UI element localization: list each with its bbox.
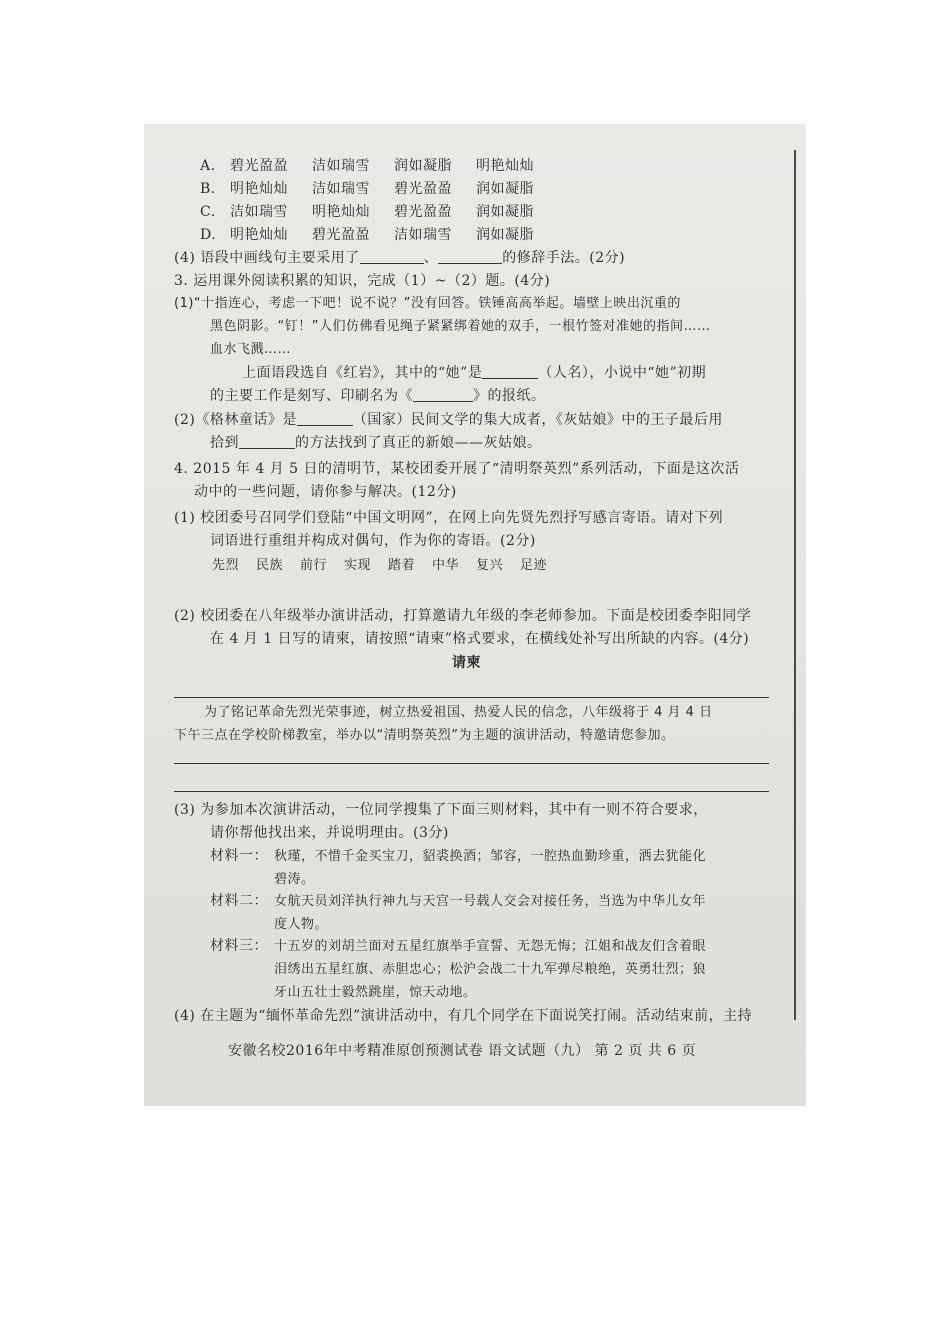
option-item: 碧光盈盈: [230, 158, 288, 174]
page-edge-line: [794, 150, 796, 1020]
invitation-line: 下午三点在学校阶梯教室，举办以“清明祭英烈”为主题的演讲活动，特邀请您参加。: [174, 728, 675, 743]
question-text: （国家）民间文学的集大成者，《灰姑娘》中的王子最后用: [352, 412, 723, 428]
material-label: 材料三：: [210, 938, 268, 954]
option-item: 润如凝脂: [476, 227, 534, 243]
question-2-4: [174, 248, 625, 268]
answer-line[interactable]: [174, 697, 769, 698]
word: 实现: [344, 558, 372, 573]
answer-line[interactable]: [174, 791, 769, 792]
option-row-b: [200, 179, 534, 199]
option-letter: A.: [200, 158, 216, 174]
question-text: 》的报纸。: [473, 388, 546, 404]
word: 民族: [256, 558, 284, 573]
word-list: [212, 556, 564, 576]
word: 中华: [432, 558, 460, 573]
material-text: 碧涛。: [274, 872, 315, 887]
question-4-2: (2) 校团委在八年级举办演讲活动，打算邀请九年级的李老师参加。下面是校团委李阳同学: [174, 608, 752, 624]
question-3-heading: 3. 运用课外阅读积累的知识，完成（1）~（2）题。(4分): [174, 273, 551, 289]
word: 前行: [300, 558, 328, 573]
option-item: 明艳灿灿: [230, 181, 288, 197]
passage-line: 黑色阴影。“钉！”人们仿佛看见绳子紧紧绑着她的双手，一根竹签对准她的指间……: [210, 319, 711, 334]
answer-blank[interactable]: [413, 387, 473, 402]
question-text: 的修辞手法。(2分): [502, 250, 626, 266]
material-text: 十五岁的刘胡兰面对五星红旗举手宣誓、无怨无悔；江姐和战友们含着眼: [274, 939, 707, 954]
option-item: 明艳灿灿: [312, 204, 370, 220]
passage-line: (1)“十指连心，考虑一下吧！说不说？”没有回答。铁锤高高举起。墙壁上映出沉重的: [174, 296, 681, 311]
option-letter: C.: [200, 204, 216, 220]
option-item: 润如凝脂: [394, 158, 452, 174]
option-item: 明艳灿灿: [230, 227, 288, 243]
answer-blank[interactable]: [239, 434, 295, 449]
page-footer: 安徽名校2016年中考精准原创预测试卷 语文试题（九） 第 2 页 共 6 页: [228, 1043, 697, 1059]
option-item: 明艳灿灿: [476, 158, 534, 174]
option-row-c: [200, 202, 534, 222]
option-letter: B.: [200, 181, 216, 197]
question-text: 的方法找到了真正的新娘——灰姑娘。: [295, 435, 542, 451]
question-4-heading: 动中的一些问题，请你参与解决。(12分): [194, 484, 457, 500]
material-text: 牙山五壮士毅然跳崖，惊天动地。: [274, 985, 477, 1000]
passage-line: 血水飞溅……: [210, 342, 292, 357]
answer-blank[interactable]: [297, 411, 353, 426]
material-text: 女航天员刘洋执行神九与天宫一号载人交会对接任务，当选为中华儿女年: [274, 894, 707, 909]
option-letter: D.: [200, 227, 217, 243]
option-item: 洁如瑞雪: [394, 227, 452, 243]
option-item: 洁如瑞雪: [312, 158, 370, 174]
question-text: 拾到: [210, 435, 239, 451]
question-text: 的主要工作是刻写、印刷名为《: [210, 388, 413, 404]
option-item: 润如凝脂: [476, 181, 534, 197]
question-text: (2)《格林童话》是: [174, 412, 297, 428]
invitation-line: 为了铭记革命先烈光荣事迹，树立热爱祖国、热爱人民的信念，八年级将于 4 月 4 日: [204, 705, 713, 720]
question-3-1-line2: [210, 386, 546, 406]
invitation-title: 请柬: [452, 655, 481, 671]
option-item: 洁如瑞雪: [230, 204, 288, 220]
material-label: 材料二：: [210, 893, 268, 909]
answer-blank[interactable]: [360, 249, 424, 264]
material-text: 泪绣出五星红旗、赤胆忠心；松沪会战二十九军弹尽粮绝，英勇壮烈；狼: [274, 962, 707, 977]
question-3-2-line2: [210, 433, 542, 453]
option-row-d: [200, 225, 534, 245]
separator: 、: [423, 250, 439, 266]
material-text: 度人物。: [274, 917, 329, 932]
answer-blank[interactable]: [438, 249, 502, 264]
option-item: 碧光盈盈: [394, 204, 452, 220]
word: 足迹: [520, 558, 548, 573]
question-4-3: 请你帮他找出来，并说明理由。(3分): [210, 825, 449, 841]
option-item: 碧光盈盈: [312, 227, 370, 243]
option-item: 润如凝脂: [476, 204, 534, 220]
option-row-a: [200, 156, 534, 176]
question-text: (4) 语段中画线句主要采用了: [174, 250, 360, 266]
question-4-2: 在 4 月 1 日写的请柬，请按照“请柬”格式要求，在横线处补写出所缺的内容。(4分): [210, 631, 750, 647]
word: 复兴: [476, 558, 504, 573]
question-4-3: (3) 为参加本次演讲活动，一位同学搜集了下面三则材料，其中有一则不符合要求，: [174, 802, 708, 818]
material-text: 秋瑾，不惜千金买宝刀，貂裘换酒；邹容，一腔热血勤珍重，洒去犹能化: [274, 849, 707, 864]
question-4-1: (1) 校团委号召同学们登陆“中国文明网”，在网上向先贤先烈抒写感言寄语。请对下列: [174, 510, 724, 526]
question-text: 上面语段选自《红岩》，其中的“她”是: [242, 365, 483, 381]
question-3-2-line1: [174, 410, 723, 430]
word: 先烈: [212, 558, 240, 573]
question-text: （人名），小说中“她”初期: [538, 365, 707, 381]
question-4-1: 词语进行重组并构成对偶句，作为你的寄语。(2分): [210, 533, 536, 549]
material-label: 材料一：: [210, 848, 268, 864]
question-4-4: (4) 在主题为“缅怀革命先烈”演讲活动中，有几个同学在下面说笑打闹。活动结束前，主持: [174, 1008, 753, 1024]
option-item: 洁如瑞雪: [312, 181, 370, 197]
answer-line[interactable]: [174, 763, 769, 764]
question-3-1-line1: [242, 363, 706, 383]
question-4-heading: 4. 2015 年 4 月 5 日的清明节，某校团委开展了“清明祭英烈”系列活动，下面是这次活: [174, 461, 740, 477]
word: 踏着: [388, 558, 416, 573]
option-item: 碧光盈盈: [394, 181, 452, 197]
answer-blank[interactable]: [482, 364, 538, 379]
